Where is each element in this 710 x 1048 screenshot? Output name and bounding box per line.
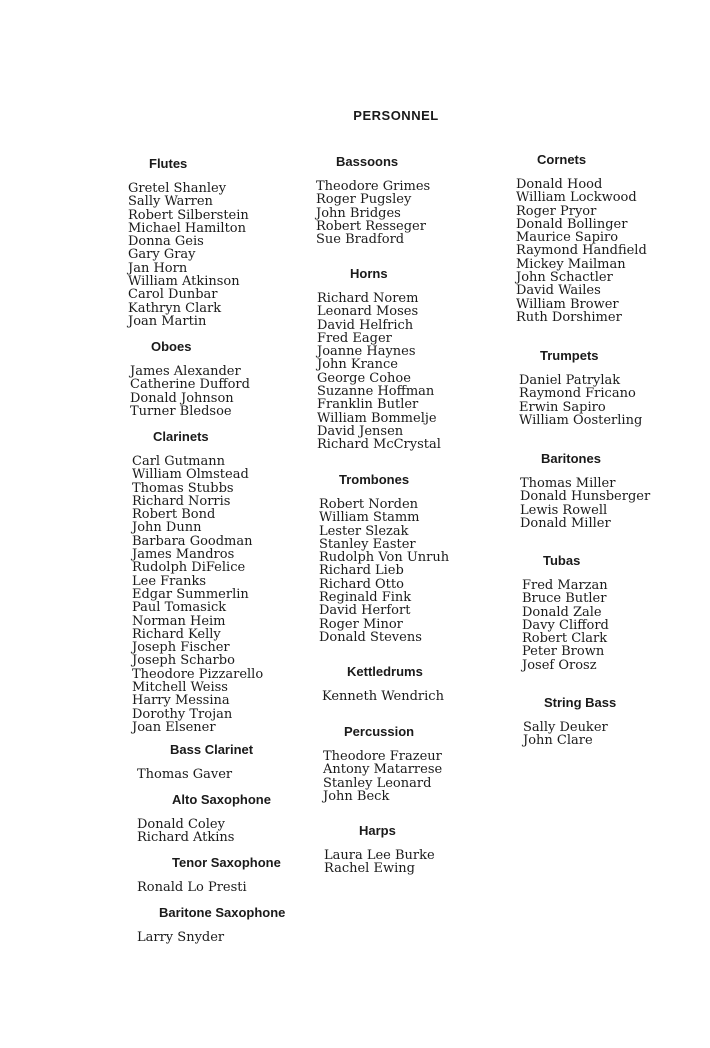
name-list xyxy=(522,579,609,672)
musician-name: Norman Heim xyxy=(132,613,226,629)
musician-name: William Oosterling xyxy=(519,412,643,428)
musician-name: Reginald Fink xyxy=(319,590,412,606)
page-title: PERSONNEL xyxy=(353,108,439,123)
musician-name: Robert Clark xyxy=(522,631,608,647)
musician-name: Barbara Goodman xyxy=(132,533,253,549)
section-heading: Bass Clarinet xyxy=(170,742,254,757)
musician-name: Sally Warren xyxy=(128,194,213,210)
section-trombones xyxy=(319,472,449,644)
name-list xyxy=(520,477,650,530)
section-heading: Cornets xyxy=(537,152,587,167)
section-heading: Tubas xyxy=(543,553,581,568)
musician-name: Donald Miller xyxy=(520,515,611,531)
name-list xyxy=(137,768,253,781)
name-list xyxy=(516,178,647,324)
musician-name: Joseph Scharbo xyxy=(132,653,235,669)
musician-name: Dorothy Trojan xyxy=(132,706,233,722)
musician-name: Joseph Fischer xyxy=(132,640,230,656)
musician-name: Richard Norris xyxy=(132,493,231,509)
musician-name: Richard McCrystal xyxy=(317,437,441,453)
section-cornets xyxy=(516,152,647,324)
musician-name: William Olmstead xyxy=(132,467,249,483)
musician-name: Theodore Grimes xyxy=(316,179,431,194)
section-heading: Kettledrums xyxy=(347,664,423,679)
musician-name: Jan Horn xyxy=(128,260,188,276)
musician-name: Thomas Stubbs xyxy=(132,480,234,496)
musician-name: Raymond Fricano xyxy=(519,386,636,402)
musician-name: Kenneth Wendrich xyxy=(322,689,444,704)
musician-name: Leonard Moses xyxy=(317,304,419,320)
musician-name: Kathryn Clark xyxy=(128,300,222,316)
section-heading: Baritones xyxy=(541,451,601,466)
musician-name: Bruce Butler xyxy=(522,591,607,607)
name-list xyxy=(322,690,444,703)
musician-name: Raymond Handfield xyxy=(516,243,647,259)
musician-name: David Herfort xyxy=(319,603,411,619)
musician-name: Theodore Frazeur xyxy=(323,749,442,764)
musician-name: Donald Hunsberger xyxy=(520,489,651,505)
section-bassoons xyxy=(316,154,430,246)
musician-name: Joan Martin xyxy=(128,313,207,329)
name-list xyxy=(316,180,430,246)
musician-name: Joan Elsener xyxy=(132,719,216,735)
musician-name: Robert Silberstein xyxy=(128,207,249,223)
name-list xyxy=(323,750,442,803)
musician-name: Roger Pryor xyxy=(516,203,597,219)
name-list xyxy=(137,931,285,944)
musician-name: Roger Minor xyxy=(319,616,403,632)
musician-name: David Jensen xyxy=(317,423,404,439)
name-list xyxy=(319,498,449,644)
musician-name: Thomas Gaver xyxy=(137,767,233,782)
musician-name: Ronald Lo Presti xyxy=(137,880,247,895)
musician-name: Theodore Pizzarello xyxy=(132,666,264,682)
musician-name: James Mandros xyxy=(132,547,235,563)
section-heading: Flutes xyxy=(149,156,188,171)
musician-name: Robert Bond xyxy=(132,507,216,523)
section-trumpets xyxy=(519,348,642,427)
musician-name: Suzanne Hoffman xyxy=(317,384,435,400)
musician-name: Richard Lieb xyxy=(319,563,404,579)
section-heading: Oboes xyxy=(151,339,192,354)
musician-name: William Bommelje xyxy=(317,410,437,426)
musician-name: Donald Coley xyxy=(137,817,225,832)
musician-name: Rachel Ewing xyxy=(324,861,415,877)
musician-name: Stanley Easter xyxy=(319,536,416,552)
musician-name: Carol Dunbar xyxy=(128,287,218,303)
musician-name: Richard Atkins xyxy=(137,830,235,846)
musician-name: William Lockwood xyxy=(516,190,637,206)
musician-name: Mitchell Weiss xyxy=(132,680,228,696)
name-list xyxy=(137,881,281,894)
musician-name: Robert Resseger xyxy=(316,218,426,234)
musician-name: Donna Geis xyxy=(128,234,204,250)
musician-name: Roger Pugsley xyxy=(316,192,412,208)
musician-name: Donald Hood xyxy=(516,177,603,192)
name-list xyxy=(523,721,616,748)
musician-name: Sue Bradford xyxy=(316,232,405,248)
section-baritones xyxy=(520,451,650,530)
musician-name: Catherine Dufford xyxy=(130,377,250,393)
musician-name: Gary Gray xyxy=(128,247,196,263)
musician-name: William Stamm xyxy=(319,510,420,526)
musician-name: Joanne Haynes xyxy=(317,344,416,360)
section-tenor-saxophone xyxy=(137,855,281,894)
musician-name: Robert Norden xyxy=(319,497,419,512)
musician-name: Mickey Mailman xyxy=(516,256,626,272)
section-kettledrums xyxy=(322,664,444,703)
musician-name: Stanley Leonard xyxy=(323,775,432,791)
musician-name: Thomas Miller xyxy=(520,476,616,491)
musician-name: Antony Matarrese xyxy=(323,762,443,778)
musician-name: David Wailes xyxy=(516,283,601,299)
section-baritone-saxophone xyxy=(137,905,285,944)
section-string-bass xyxy=(523,695,616,748)
musician-name: John Beck xyxy=(323,788,390,804)
name-list xyxy=(132,455,263,734)
musician-name: George Cohoe xyxy=(317,370,411,386)
musician-name: Franklin Butler xyxy=(317,397,419,413)
musician-name: Laura Lee Burke xyxy=(324,848,435,863)
musician-name: William Brower xyxy=(516,296,619,312)
musician-name: Donald Zale xyxy=(522,604,602,620)
musician-name: Lee Franks xyxy=(132,573,207,589)
section-heading: Trumpets xyxy=(540,348,599,363)
name-list xyxy=(317,292,441,452)
musician-name: Paul Tomasick xyxy=(132,600,227,616)
name-list xyxy=(519,374,642,427)
musician-name: John Bridges xyxy=(316,205,401,221)
section-oboes xyxy=(130,339,250,418)
musician-name: Peter Brown xyxy=(522,644,605,660)
musician-name: John Dunn xyxy=(132,520,202,536)
section-heading: Alto Saxophone xyxy=(172,792,271,807)
musician-name: Edgar Summerlin xyxy=(132,586,249,602)
section-tubas xyxy=(522,553,609,672)
musician-name: Sally Deuker xyxy=(523,720,608,735)
musician-name: Carl Gutmann xyxy=(132,454,226,469)
section-clarinets xyxy=(132,429,263,734)
musician-name: Donald Bollinger xyxy=(516,216,628,232)
musician-name: Michael Hamilton xyxy=(128,220,247,236)
section-harps xyxy=(324,823,435,876)
musician-name: Gretel Shanley xyxy=(128,181,227,196)
musician-name: Davy Clifford xyxy=(522,617,609,633)
musician-name: Donald Stevens xyxy=(319,629,422,645)
musician-name: Rudolph Von Unruh xyxy=(319,550,450,566)
musician-name: Erwin Sapiro xyxy=(519,399,606,415)
musician-name: Rudolph DiFelice xyxy=(132,560,246,576)
musician-name: William Atkinson xyxy=(128,274,240,290)
musician-name: Harry Messina xyxy=(132,693,230,709)
musician-name: Richard Kelly xyxy=(132,626,221,642)
musician-name: David Helfrich xyxy=(317,317,414,333)
section-heading: Trombones xyxy=(339,472,410,487)
musician-name: Donald Johnson xyxy=(130,390,234,406)
section-heading: Horns xyxy=(350,266,388,281)
musician-name: Lester Slezak xyxy=(319,523,409,539)
musician-name: Lewis Rowell xyxy=(520,502,608,518)
section-percussion xyxy=(323,724,442,803)
section-bass-clarinet xyxy=(137,742,253,781)
musician-name: Fred Marzan xyxy=(522,578,608,593)
section-flutes xyxy=(128,156,249,328)
musician-name: Daniel Patrylak xyxy=(519,373,621,388)
musician-name: Richard Norem xyxy=(317,291,419,306)
section-heading: Baritone Saxophone xyxy=(159,905,286,920)
section-heading: String Bass xyxy=(544,695,617,710)
musician-name: Turner Bledsoe xyxy=(130,403,232,419)
musician-name: Josef Orosz xyxy=(522,657,597,673)
section-alto-saxophone xyxy=(137,792,271,845)
section-heading: Bassoons xyxy=(336,154,399,169)
musician-name: John Krance xyxy=(317,357,398,373)
musician-name: Ruth Dorshimer xyxy=(516,309,622,325)
musician-name: Fred Eager xyxy=(317,330,392,346)
musician-name: Larry Snyder xyxy=(137,930,225,945)
section-horns xyxy=(317,266,441,452)
section-heading: Harps xyxy=(359,823,396,838)
name-list xyxy=(128,182,249,328)
musician-name: Maurice Sapiro xyxy=(516,230,619,246)
musician-name: Richard Otto xyxy=(319,576,404,592)
musician-name: James Alexander xyxy=(130,364,241,379)
section-heading: Tenor Saxophone xyxy=(172,855,281,870)
section-heading: Percussion xyxy=(344,724,415,739)
section-heading: Clarinets xyxy=(153,429,209,444)
musician-name: John Schactler xyxy=(516,270,613,286)
name-list xyxy=(137,818,271,845)
musician-name: John Clare xyxy=(523,733,593,749)
name-list xyxy=(324,849,435,876)
name-list xyxy=(130,365,250,418)
